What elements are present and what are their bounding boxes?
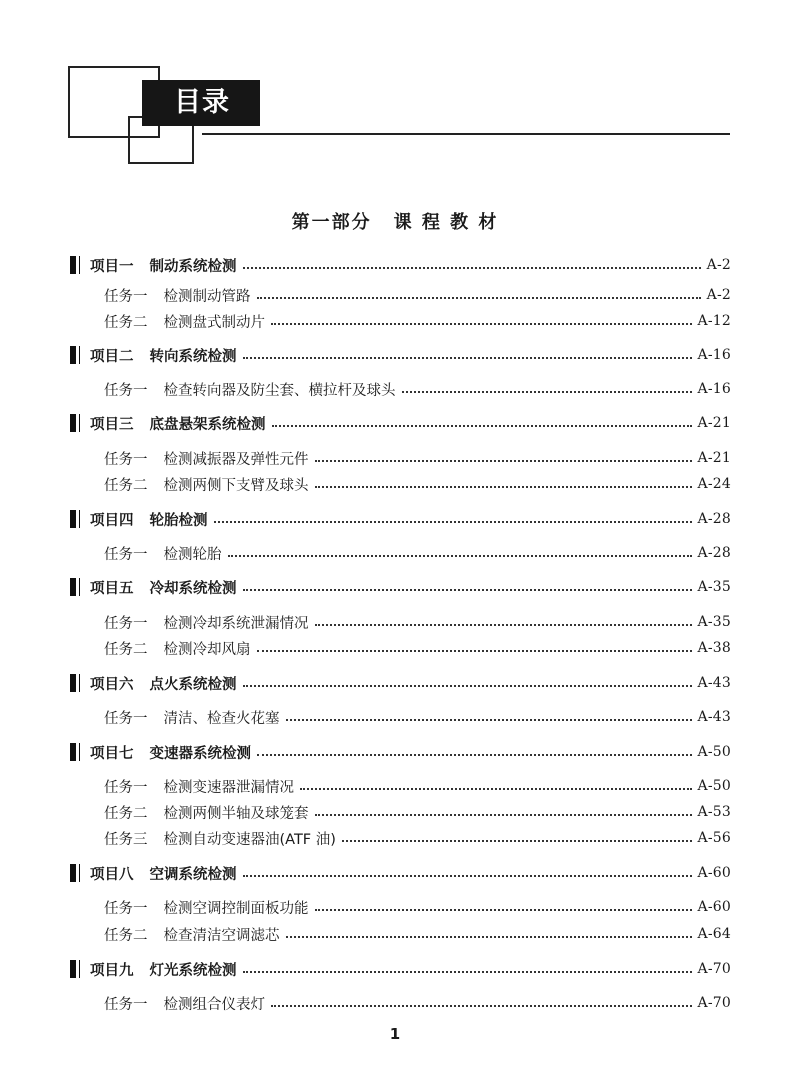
part-heading	[0, 208, 790, 234]
entry-title: 检测两侧半轴及球笼套	[163, 805, 309, 822]
dot-leader	[315, 486, 692, 488]
section-marker-icon	[70, 256, 90, 274]
entry-page-number: A-64	[697, 926, 731, 942]
dot-leader	[228, 555, 692, 557]
entry-number: 任务一	[104, 779, 148, 796]
entry-page-number: A-43	[697, 675, 731, 691]
entry-page-number: A-50	[697, 744, 731, 760]
entry-number: 项目七	[90, 745, 134, 762]
entry-number: 任务二	[104, 641, 148, 658]
entry-page-number: A-21	[697, 450, 731, 466]
toc-project-entry[interactable]	[70, 739, 731, 765]
entry-title: 检测两侧下支臂及球头	[163, 477, 309, 494]
entry-page-number: A-50	[697, 778, 731, 794]
entry-title: 灯光系统检测	[149, 962, 237, 979]
dot-leader	[272, 425, 692, 427]
entry-page-number: A-2	[706, 257, 731, 273]
dot-leader	[271, 323, 692, 325]
entry-number: 任务三	[104, 831, 148, 848]
toc-task-entry[interactable]	[70, 635, 731, 661]
dot-leader	[243, 971, 692, 973]
dot-leader	[243, 589, 692, 591]
entry-number: 任务一	[104, 451, 148, 468]
entry-title: 检测组合仪表灯	[163, 996, 265, 1013]
entry-page-number: A-70	[697, 995, 731, 1011]
toc-task-entry[interactable]	[70, 540, 731, 566]
toc-task-entry[interactable]	[70, 445, 731, 471]
toc-task-entry[interactable]	[70, 825, 731, 851]
entry-title: 轮胎检测	[149, 512, 208, 529]
entry-title: 检测空调控制面板功能	[163, 900, 309, 917]
toc-task-entry[interactable]	[70, 308, 731, 334]
dot-leader	[300, 788, 692, 790]
entry-title: 冷却系统检测	[149, 580, 237, 597]
entry-number: 任务二	[104, 314, 148, 331]
entry-title: 检测冷却系统泄漏情况	[163, 615, 309, 632]
entry-page-number: A-70	[697, 961, 731, 977]
dot-leader	[271, 1005, 692, 1007]
entry-page-number: A-16	[697, 381, 731, 397]
toc-task-entry[interactable]	[70, 799, 731, 825]
dot-leader	[243, 357, 692, 359]
entry-number: 项目八	[90, 866, 134, 883]
entry-number: 项目四	[90, 512, 134, 529]
entry-number: 项目二	[90, 348, 134, 365]
entry-title: 点火系统检测	[149, 676, 237, 693]
section-marker-icon	[70, 510, 90, 528]
dot-leader	[342, 840, 692, 842]
section-marker-icon	[70, 743, 90, 761]
entry-page-number: A-2	[706, 287, 731, 303]
entry-page-number: A-60	[697, 865, 731, 881]
section-marker-icon	[70, 864, 90, 882]
entry-number: 任务一	[104, 288, 148, 305]
toc-project-entry[interactable]	[70, 410, 731, 436]
toc-task-entry[interactable]	[70, 609, 731, 635]
toc-task-entry[interactable]	[70, 471, 731, 497]
entry-title: 检测变速器泄漏情况	[163, 779, 294, 796]
toc-task-entry[interactable]	[70, 704, 731, 730]
section-marker-icon	[70, 346, 90, 364]
dot-leader	[402, 391, 692, 393]
entry-title: 检测冷却风扇	[163, 641, 251, 658]
entry-page-number: A-21	[697, 415, 731, 431]
entry-number: 任务一	[104, 900, 148, 917]
dot-leader	[286, 936, 692, 938]
entry-number: 任务一	[104, 382, 148, 399]
entry-title: 检测自动变速器油(ATF 油)	[163, 831, 336, 848]
entry-number: 项目三	[90, 416, 134, 433]
toc-project-entry[interactable]	[70, 342, 731, 368]
toc-task-entry[interactable]	[70, 894, 731, 920]
part-label: 第一部分	[291, 212, 372, 233]
entry-title: 转向系统检测	[149, 348, 237, 365]
dot-leader	[315, 460, 692, 462]
entry-page-number: A-56	[697, 830, 731, 846]
entry-title: 检测轮胎	[163, 546, 222, 563]
entry-number: 任务一	[104, 546, 148, 563]
entry-page-number: A-28	[697, 545, 731, 561]
entry-title: 空调系统检测	[149, 866, 237, 883]
page-number: 1	[389, 1025, 401, 1043]
entry-title: 底盘悬架系统检测	[149, 416, 266, 433]
dot-leader	[243, 685, 692, 687]
entry-title: 检测制动管路	[163, 288, 251, 305]
entry-number: 任务二	[104, 927, 148, 944]
entry-page-number: A-24	[697, 476, 731, 492]
dot-leader	[243, 875, 692, 877]
part-name: 课 程 教 材	[393, 212, 499, 233]
toc-task-entry[interactable]	[70, 921, 731, 947]
entry-number: 任务一	[104, 615, 148, 632]
entry-number: 项目一	[90, 258, 134, 275]
toc-project-entry[interactable]	[70, 956, 731, 982]
entry-number: 项目六	[90, 676, 134, 693]
entry-title: 变速器系统检测	[149, 745, 251, 762]
entry-title: 检查转向器及防尘套、横拉杆及球头	[163, 382, 396, 399]
entry-title: 检查清洁空调滤芯	[163, 927, 280, 944]
toc-task-entry[interactable]	[70, 773, 731, 799]
toc-project-entry[interactable]	[70, 670, 731, 696]
entry-title: 制动系统检测	[149, 258, 237, 275]
title-rule	[202, 133, 730, 135]
entry-number: 任务二	[104, 477, 148, 494]
entry-page-number: A-43	[697, 709, 731, 725]
dot-leader	[257, 297, 701, 299]
entry-page-number: A-53	[697, 804, 731, 820]
entry-page-number: A-12	[697, 313, 731, 329]
dot-leader	[315, 624, 692, 626]
entry-page-number: A-35	[697, 579, 731, 595]
entry-page-number: A-38	[697, 640, 731, 656]
dot-leader	[286, 719, 692, 721]
entry-title: 检测盘式制动片	[163, 314, 265, 331]
toc-task-entry[interactable]	[70, 990, 731, 1016]
entry-number: 项目五	[90, 580, 134, 597]
toc-project-entry[interactable]	[70, 506, 731, 532]
entry-number: 任务二	[104, 805, 148, 822]
entry-page-number: A-28	[697, 511, 731, 527]
entry-page-number: A-35	[697, 614, 731, 630]
dot-leader	[257, 650, 692, 652]
toc-project-entry[interactable]	[70, 860, 731, 886]
entry-title: 清洁、检查火花塞	[163, 710, 280, 727]
entry-title: 检测减振器及弹性元件	[163, 451, 309, 468]
entry-page-number: A-16	[697, 347, 731, 363]
section-marker-icon	[70, 674, 90, 692]
entry-number: 任务一	[104, 710, 148, 727]
dot-leader	[243, 267, 701, 269]
dot-leader	[315, 814, 692, 816]
section-marker-icon	[70, 414, 90, 432]
section-marker-icon	[70, 960, 90, 978]
toc-task-entry[interactable]	[70, 376, 731, 402]
dot-leader	[214, 521, 692, 523]
dot-leader	[315, 909, 692, 911]
section-marker-icon	[70, 578, 90, 596]
entry-number: 项目九	[90, 962, 134, 979]
toc-task-entry[interactable]	[70, 282, 731, 308]
entry-number: 任务一	[104, 996, 148, 1013]
entry-page-number: A-60	[697, 899, 731, 915]
page-title: 目录	[142, 80, 260, 126]
toc-project-entry[interactable]	[70, 574, 731, 600]
toc-project-entry[interactable]	[70, 252, 731, 278]
dot-leader	[257, 754, 692, 756]
